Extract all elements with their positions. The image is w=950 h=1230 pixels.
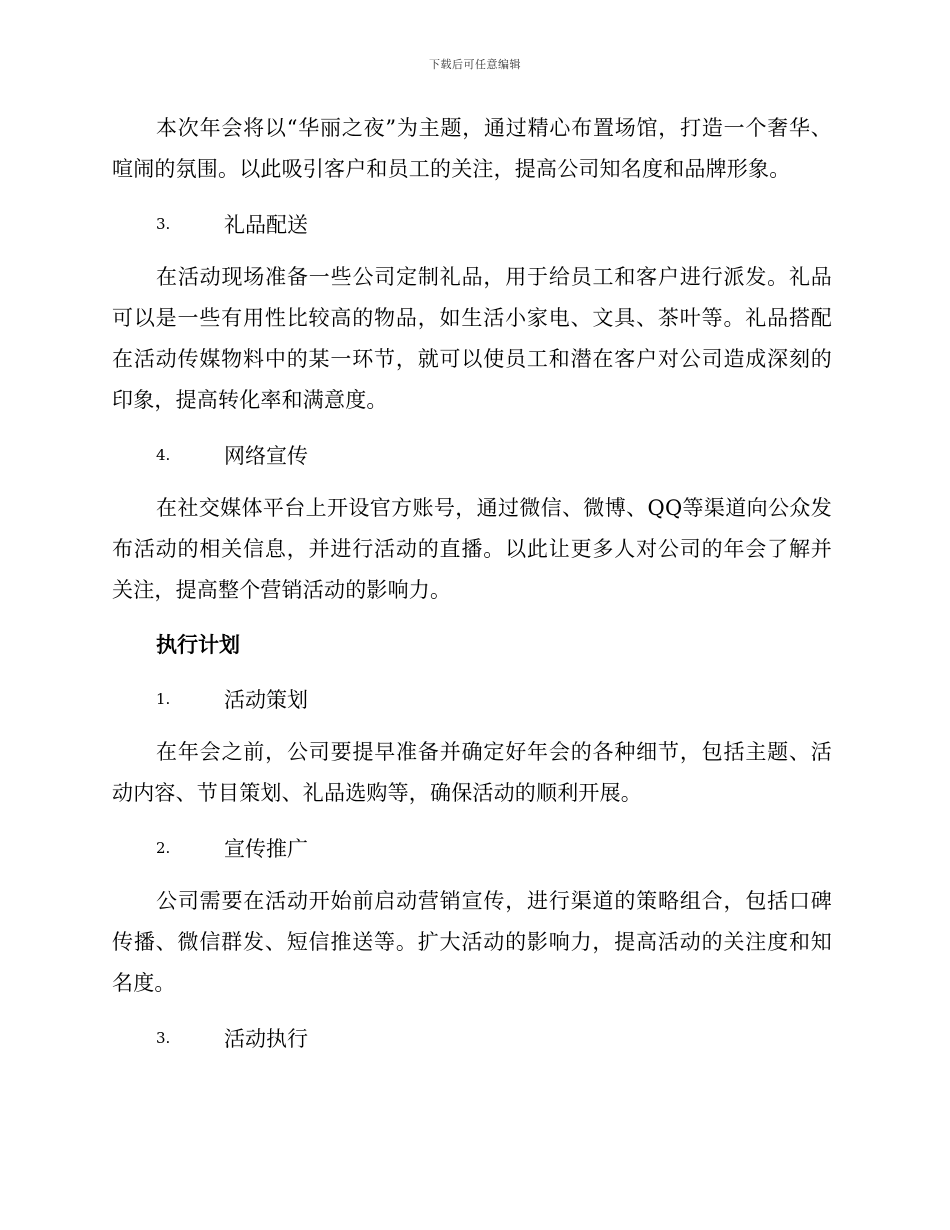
paragraph-promotion: 公司需要在活动开始前启动营销宣传，进行渠道的策略组合，包括口碑传播、微信群发、短信推送等。扩大活动的影响力，提高活动的关注度和知名度。 <box>112 889 832 995</box>
list-item-label: 网络宣传 <box>224 443 308 468</box>
list-item-label: 宣传推广 <box>224 836 308 861</box>
paragraph-social-media: 在社交媒体平台上开设官方账号，通过微信、微博、QQ等渠道向公众发布活动的相关信息，并进行活动的直播。以此让更多人对公司的年会了解并关注，提高整个营销活动的影响力。 <box>112 496 832 602</box>
list-item-online-promotion <box>112 434 832 475</box>
list-item-execution <box>112 1017 832 1058</box>
paragraph-gifts: 在活动现场准备一些公司定制礼品，用于给员工和客户进行派发。礼品可以是一些有用性比较高的物品，如生活小家电、文具、茶叶等。礼品搭配在活动传媒物料中的某一环节，就可以使员工和潜在客户对公司造成深刻的印象，提高转化率和满意度。 <box>112 265 832 412</box>
list-item-label: 活动策划 <box>224 687 308 712</box>
list-item-event-planning <box>112 678 832 719</box>
list-item-number: 4. <box>156 445 171 464</box>
document-body <box>112 108 832 1058</box>
header-note: 下载后可任意编辑 <box>429 58 521 71</box>
list-item-number: 3. <box>156 1028 171 1047</box>
list-item-number: 3. <box>156 214 171 233</box>
list-item-label: 活动执行 <box>224 1026 308 1051</box>
list-item-number: 2. <box>156 838 171 857</box>
list-item-number: 1. <box>156 689 171 708</box>
paragraph-planning: 在年会之前，公司要提早准备并确定好年会的各种细节，包括主题、活动内容、节目策划、礼品选购等，确保活动的顺利开展。 <box>112 740 832 805</box>
list-item-promotion <box>112 827 832 868</box>
list-item-gift-delivery <box>112 203 832 244</box>
section-title-execution-plan: 执行计划 <box>156 632 240 657</box>
paragraph-theme: 本次年会将以“华丽之夜”为主题，通过精心布置场馆，打造一个奢华、喧闹的氛围。以此吸引客户和员工的关注，提高公司知名度和品牌形象。 <box>112 116 832 181</box>
list-item-label: 礼品配送 <box>224 212 308 237</box>
